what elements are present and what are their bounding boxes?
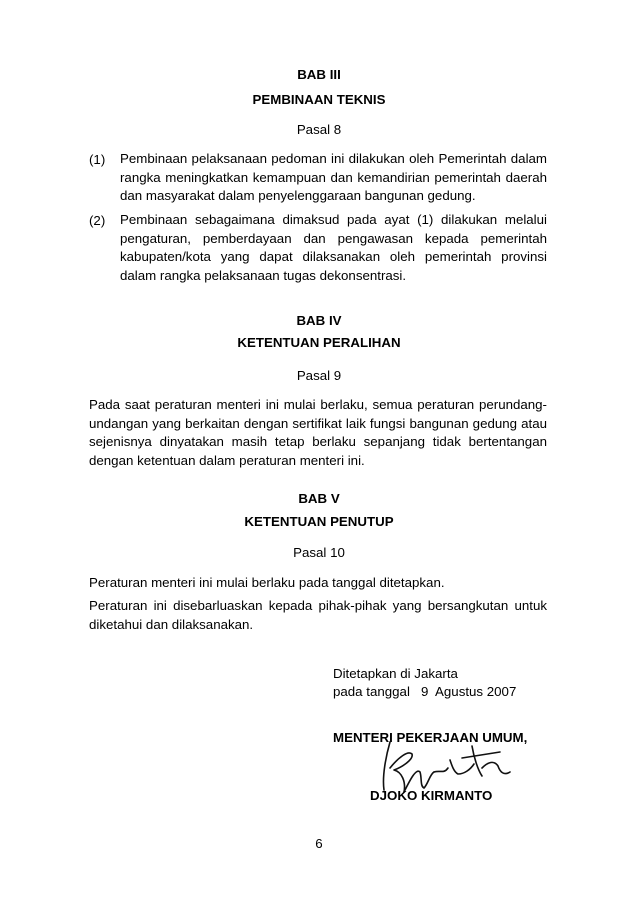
chapter-heading: BAB III: [297, 67, 341, 82]
official-name: DJOKO KIRMANTO: [370, 788, 493, 803]
paragraph: Pada saat peraturan menteri ini mulai berlaku, semua peraturan perundang-undangan yang berkaitan dengan sertifikat laik fungsi bangunan gedung atau sejenisnya dinyatakan masih tetap berlaku sepanjang tidak bertentangan dengan ketentuan dalam peraturan menteri ini.: [89, 397, 547, 468]
chapter-title: KETENTUAN PERALIHAN: [237, 335, 401, 350]
item-number: (1): [89, 152, 106, 167]
article-heading: Pasal 8: [296, 122, 342, 137]
chapter-title: PEMBINAAN TEKNIS: [252, 92, 386, 107]
chapter-heading: BAB V: [298, 491, 340, 506]
page-number: 6: [315, 836, 323, 851]
official-title: MENTERI PEKERJAAN UMUM,: [333, 730, 528, 745]
article-heading: Pasal 10: [293, 545, 345, 560]
paragraph: Peraturan ini disebarluaskan kepada pihak-pihak yang bersangkutan untuk diketahui dan dilaksanakan.: [89, 598, 547, 632]
item-text: Pembinaan sebagaimana dimaksud pada ayat (1) dilakukan melalui pengaturan, pemberdayaan dan pengawasan kepada pemerintah kabupaten/kota yang dapat dilaksanakan oleh pemerintah provinsi dalam rangka pelaksanaan tugas dekonsentrasi.: [120, 212, 547, 283]
chapter-title: KETENTUAN PENUTUP: [244, 514, 394, 529]
chapter-heading: BAB IV: [296, 313, 342, 328]
item-text: Pembinaan pelaksanaan pedoman ini dilakukan oleh Pemerintah dalam rangka meningkatkan kemampuan dan kemandirian pemerintah daerah dan masyarakat dalam penyelenggaraan bangunan gedung.: [120, 151, 547, 203]
enactment-date: pada tanggal 9 Agustus 2007: [333, 684, 517, 699]
item-number: (2): [89, 213, 106, 228]
paragraph: Peraturan menteri ini mulai berlaku pada tanggal ditetapkan.: [89, 575, 445, 590]
enactment-place: Ditetapkan di Jakarta: [333, 666, 458, 681]
article-heading: Pasal 9: [296, 368, 342, 383]
